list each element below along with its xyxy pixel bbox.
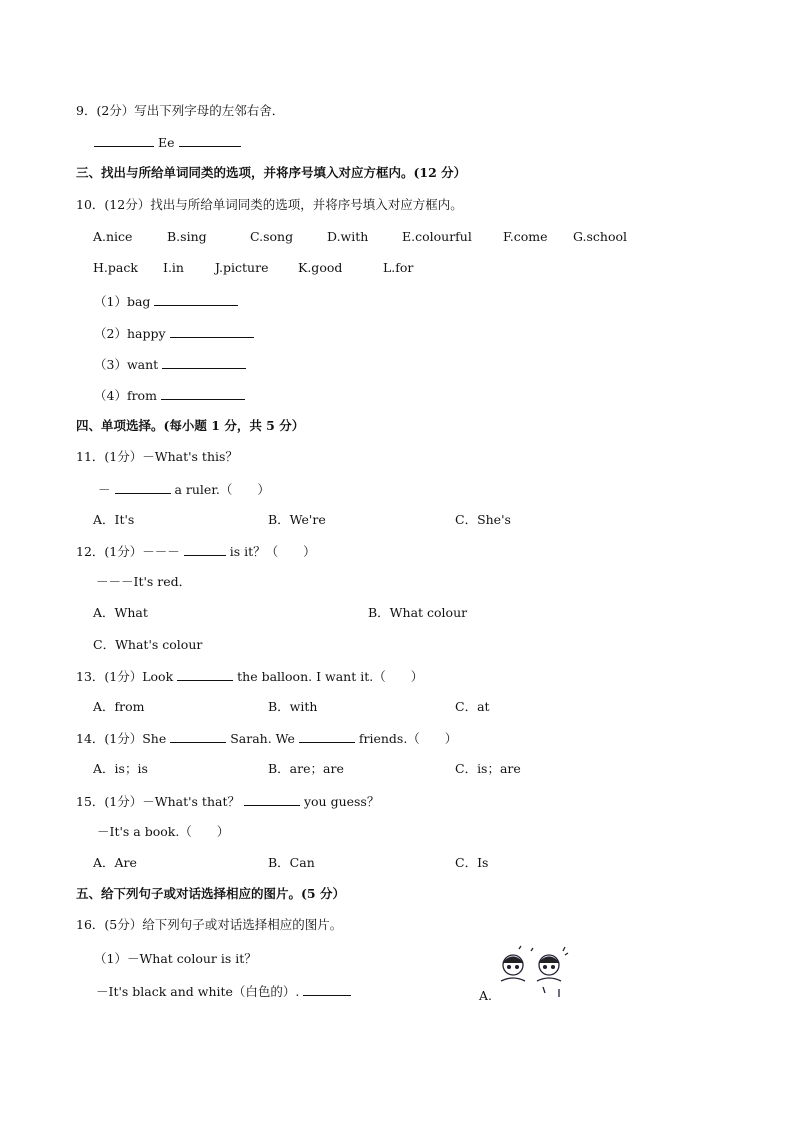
q10-option: H.pack xyxy=(93,260,138,275)
section-4-heading: 四、单项选择。(每小题 1 分，共 5 分） xyxy=(76,418,305,433)
q16-title: 16．(5分）给下列句子或对话选择相应的图片。 xyxy=(76,917,343,932)
q14-option[interactable]: B．are；are xyxy=(268,761,344,776)
blank[interactable] xyxy=(94,134,154,147)
q13-option[interactable]: B．with xyxy=(268,699,318,714)
blank[interactable] xyxy=(162,356,246,369)
section-3-heading: 三、找出与所给单词同类的选项，并将序号填入对应方框内。(12 分） xyxy=(76,165,467,180)
q15-title: 15．(1分）－What's that？ you guess？ xyxy=(76,794,380,809)
q14-title: 14．(1分）She Sarah. We friends.（ ） xyxy=(76,731,458,746)
blank[interactable] xyxy=(115,481,171,494)
q11-line2: － a ruler.（ ） xyxy=(98,482,270,497)
blank[interactable] xyxy=(179,134,241,147)
q15-option[interactable]: C．Is xyxy=(455,855,489,870)
q10-title: 10．(12分）找出与所给单词同类的选项，并将序号填入对应方框内。 xyxy=(76,197,463,212)
q15-option[interactable]: B．Can xyxy=(268,855,315,870)
q14-option[interactable]: A．is；is xyxy=(93,761,148,776)
q11-option[interactable]: A．It's xyxy=(93,512,135,527)
q13-option[interactable]: A．from xyxy=(93,699,145,714)
q12-option[interactable]: C．What's colour xyxy=(93,637,203,652)
q10-option: J.picture xyxy=(215,260,269,275)
q16-line1: （1）－What colour is it？ xyxy=(94,951,257,966)
q10-option: G.school xyxy=(573,229,628,244)
q10-item: （2）happy xyxy=(94,325,254,342)
q10-option: L.for xyxy=(383,260,414,275)
q10-option: E.colourful xyxy=(402,229,472,244)
q13-option[interactable]: C．at xyxy=(455,699,490,714)
q11-option[interactable]: B．We're xyxy=(268,512,326,527)
q10-option: D.with xyxy=(327,229,369,244)
letter: Ee xyxy=(157,135,175,150)
q15-option[interactable]: A．Are xyxy=(93,855,137,870)
section-5-heading: 五、给下列句子或对话选择相应的图片。(5 分） xyxy=(76,886,345,901)
q10-option: I.in xyxy=(163,260,184,275)
blank[interactable] xyxy=(299,730,355,743)
panda-picture[interactable] xyxy=(493,945,571,1001)
q10-option: C.song xyxy=(250,229,294,244)
q10-option: F.come xyxy=(503,229,548,244)
q12-option[interactable]: A．What xyxy=(93,605,148,620)
q10-option: K.good xyxy=(298,260,343,275)
q9-title: 9．(2分）写出下列字母的左邻右舍． xyxy=(76,103,285,118)
q15-line2: －It's a book.（ ） xyxy=(97,824,230,839)
blank[interactable] xyxy=(170,325,254,338)
q10-item: （3）want xyxy=(94,356,246,373)
q12-title: 12．(1分）－－－ is it？（ ） xyxy=(76,544,316,559)
blank[interactable] xyxy=(161,387,245,400)
blank[interactable] xyxy=(303,983,351,996)
q9-answer-line xyxy=(94,134,241,151)
q10-option: B.sing xyxy=(167,229,207,244)
blank[interactable] xyxy=(177,668,233,681)
q10-item: （1）bag xyxy=(94,293,238,310)
q12-line2: －－－It's red． xyxy=(96,574,192,589)
q12-option[interactable]: B．What colour xyxy=(368,605,468,620)
q16-line2: －It's black and white（白色的）. xyxy=(96,983,351,1000)
blank[interactable] xyxy=(184,543,226,556)
blank[interactable] xyxy=(154,293,238,306)
blank[interactable] xyxy=(244,793,300,806)
q10-item: （4）from xyxy=(94,387,245,404)
q10-option: A.nice xyxy=(93,229,133,244)
q11-title: 11．(1分）－What's this？ xyxy=(76,449,238,464)
blank[interactable] xyxy=(170,730,226,743)
picture-option-label: A. xyxy=(479,988,493,1003)
q13-title: 13．(1分）Look the balloon. I want it.（ ） xyxy=(76,669,424,684)
q14-option[interactable]: C．is；are xyxy=(455,761,521,776)
q11-option[interactable]: C．She's xyxy=(455,512,511,527)
